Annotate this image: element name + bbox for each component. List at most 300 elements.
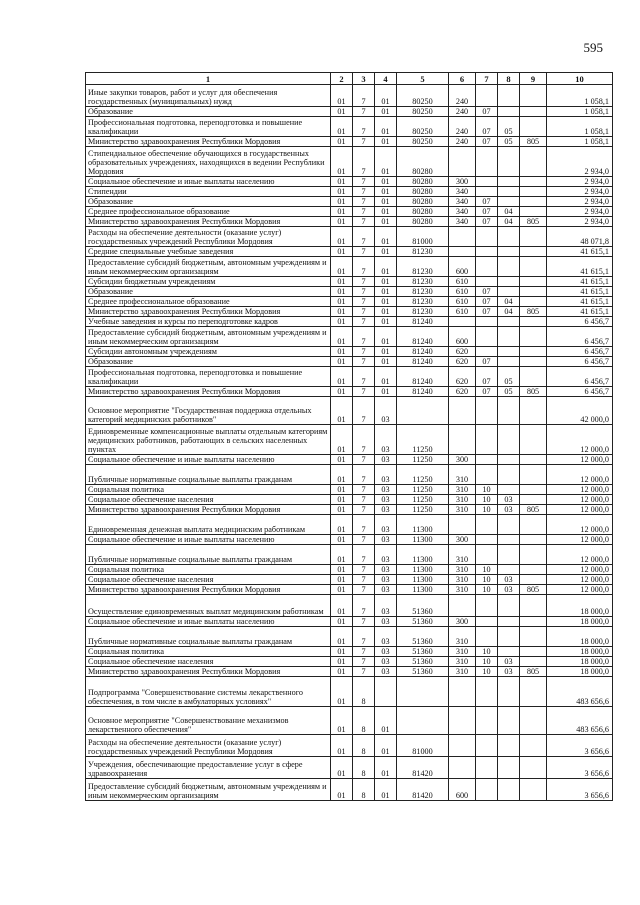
row-name-cell: Министерство здравоохранения Республики Мордовия	[86, 307, 331, 317]
table-row	[86, 227, 613, 247]
amount-cell: 2 934,0	[547, 207, 613, 217]
header-cell: 8	[498, 73, 520, 85]
code-cell: 03	[375, 585, 397, 595]
table-header-row	[86, 73, 613, 85]
code-cell: 03	[375, 595, 397, 617]
code-cell	[375, 677, 397, 707]
code-cell	[520, 207, 547, 217]
code-cell	[498, 757, 520, 779]
row-name-cell: Средние специальные учебные заведения	[86, 247, 331, 257]
code-cell: 340	[449, 187, 476, 197]
amount-cell: 18 000,0	[547, 617, 613, 627]
row-name-cell: Министерство здравоохранения Республики Мордовия	[86, 505, 331, 515]
code-cell: 03	[375, 535, 397, 545]
code-cell	[520, 357, 547, 367]
code-cell: 01	[331, 455, 353, 465]
code-cell: 07	[476, 387, 498, 397]
code-cell	[498, 347, 520, 357]
table-row	[86, 287, 613, 297]
code-cell: 11300	[397, 575, 449, 585]
code-cell: 7	[353, 207, 375, 217]
code-cell	[449, 677, 476, 707]
row-name-cell: Министерство здравоохранения Республики Мордовия	[86, 667, 331, 677]
amount-cell: 1 058,1	[547, 107, 613, 117]
code-cell	[520, 117, 547, 137]
code-cell: 80280	[397, 177, 449, 187]
code-cell: 01	[331, 197, 353, 207]
code-cell	[520, 327, 547, 347]
row-name-cell: Министерство здравоохранения Республики Мордовия	[86, 217, 331, 227]
code-cell	[520, 147, 547, 177]
amount-cell: 42 000,0	[547, 397, 613, 425]
table-row	[86, 107, 613, 117]
code-cell: 310	[449, 505, 476, 515]
row-name-cell: Стипендии	[86, 187, 331, 197]
code-cell: 01	[331, 425, 353, 455]
code-cell: 01	[331, 397, 353, 425]
code-cell: 01	[331, 595, 353, 617]
code-cell: 7	[353, 505, 375, 515]
code-cell: 300	[449, 535, 476, 545]
code-cell	[449, 147, 476, 177]
code-cell: 620	[449, 387, 476, 397]
code-cell: 8	[353, 707, 375, 735]
row-name-cell: Образование	[86, 197, 331, 207]
code-cell	[476, 317, 498, 327]
table-row	[86, 505, 613, 515]
row-name-cell: Образование	[86, 287, 331, 297]
code-cell: 07	[476, 137, 498, 147]
code-cell: 01	[375, 367, 397, 387]
code-cell: 01	[331, 177, 353, 187]
code-cell	[476, 455, 498, 465]
code-cell: 01	[375, 277, 397, 287]
code-cell	[520, 397, 547, 425]
code-cell: 310	[449, 565, 476, 575]
code-cell: 80280	[397, 187, 449, 197]
code-cell: 610	[449, 287, 476, 297]
code-cell: 01	[331, 465, 353, 485]
code-cell: 805	[520, 585, 547, 595]
code-cell	[520, 197, 547, 207]
table-row	[86, 207, 613, 217]
row-name-cell: Публичные нормативные социальные выплаты гражданам	[86, 545, 331, 565]
code-cell: 07	[476, 357, 498, 367]
code-cell	[520, 455, 547, 465]
code-cell: 03	[375, 485, 397, 495]
code-cell: 07	[476, 287, 498, 297]
code-cell: 310	[449, 657, 476, 667]
code-cell: 01	[331, 277, 353, 287]
code-cell: 03	[375, 495, 397, 505]
code-cell: 11300	[397, 565, 449, 575]
table-row	[86, 257, 613, 277]
amount-cell: 2 934,0	[547, 217, 613, 227]
row-name-cell: Социальное обеспечение населения	[86, 495, 331, 505]
code-cell	[498, 735, 520, 757]
code-cell: 01	[375, 147, 397, 177]
code-cell	[520, 627, 547, 647]
code-cell: 01	[331, 515, 353, 535]
code-cell	[498, 317, 520, 327]
code-cell	[520, 657, 547, 667]
table-row	[86, 85, 613, 107]
code-cell	[498, 85, 520, 107]
code-cell: 240	[449, 107, 476, 117]
code-cell: 03	[375, 515, 397, 535]
code-cell: 80280	[397, 147, 449, 177]
row-name-cell: Министерство здравоохранения Республики Мордовия	[86, 387, 331, 397]
code-cell: 7	[353, 667, 375, 677]
code-cell: 01	[375, 197, 397, 207]
code-cell: 01	[331, 217, 353, 227]
code-cell: 03	[375, 575, 397, 585]
code-cell: 11250	[397, 505, 449, 515]
code-cell: 7	[353, 317, 375, 327]
code-cell: 10	[476, 505, 498, 515]
code-cell	[498, 465, 520, 485]
code-cell: 01	[375, 137, 397, 147]
amount-cell: 12 000,0	[547, 455, 613, 465]
amount-cell: 12 000,0	[547, 465, 613, 485]
row-name-cell: Социальное обеспечение населения	[86, 575, 331, 585]
code-cell: 805	[520, 137, 547, 147]
code-cell	[520, 617, 547, 627]
code-cell	[498, 617, 520, 627]
table-row	[86, 425, 613, 455]
code-cell: 80250	[397, 117, 449, 137]
header-cell: 4	[375, 73, 397, 85]
code-cell	[498, 707, 520, 735]
row-name-cell: Единовременная денежная выплата медицинским работникам	[86, 515, 331, 535]
header-cell: 7	[476, 73, 498, 85]
code-cell: 10	[476, 667, 498, 677]
code-cell: 01	[331, 485, 353, 495]
code-cell	[476, 757, 498, 779]
code-cell	[520, 707, 547, 735]
amount-cell: 12 000,0	[547, 505, 613, 515]
code-cell	[520, 779, 547, 801]
table-row	[86, 247, 613, 257]
code-cell: 01	[331, 297, 353, 307]
code-cell: 7	[353, 425, 375, 455]
code-cell: 01	[331, 307, 353, 317]
code-cell: 07	[476, 307, 498, 317]
code-cell	[449, 595, 476, 617]
code-cell	[520, 227, 547, 247]
row-name-cell: Стипендиальное обеспечение обучающихся в государственных образовательных учреждениях, находящихся в ведении Республики Мордовия	[86, 147, 331, 177]
code-cell	[520, 317, 547, 327]
row-name-cell: Социальная политика	[86, 647, 331, 657]
code-cell	[476, 347, 498, 357]
code-cell	[476, 177, 498, 187]
code-cell: 7	[353, 287, 375, 297]
code-cell: 10	[476, 485, 498, 495]
header-cell: 6	[449, 73, 476, 85]
code-cell: 01	[375, 779, 397, 801]
code-cell	[520, 107, 547, 117]
table-row	[86, 217, 613, 227]
row-name-cell: Осуществление единовременных выплат медицинским работникам	[86, 595, 331, 617]
code-cell: 7	[353, 367, 375, 387]
code-cell: 81240	[397, 317, 449, 327]
row-name-cell: Министерство здравоохранения Республики Мордовия	[86, 137, 331, 147]
code-cell: 01	[375, 297, 397, 307]
code-cell: 81000	[397, 227, 449, 247]
amount-cell: 6 456,7	[547, 367, 613, 387]
code-cell: 51360	[397, 627, 449, 647]
code-cell: 01	[375, 347, 397, 357]
amount-cell: 18 000,0	[547, 627, 613, 647]
code-cell	[520, 367, 547, 387]
code-cell: 7	[353, 485, 375, 495]
code-cell: 8	[353, 757, 375, 779]
code-cell	[520, 257, 547, 277]
code-cell	[498, 247, 520, 257]
table-row	[86, 535, 613, 545]
code-cell	[520, 425, 547, 455]
code-cell	[476, 227, 498, 247]
budget-table	[85, 72, 613, 801]
code-cell: 7	[353, 117, 375, 137]
code-cell: 10	[476, 575, 498, 585]
code-cell: 03	[498, 667, 520, 677]
code-cell: 80250	[397, 137, 449, 147]
code-cell: 81000	[397, 735, 449, 757]
table-row	[86, 657, 613, 667]
code-cell: 7	[353, 327, 375, 347]
code-cell: 01	[331, 707, 353, 735]
table-row	[86, 565, 613, 575]
code-cell: 01	[375, 287, 397, 297]
code-cell: 310	[449, 667, 476, 677]
code-cell	[476, 277, 498, 287]
code-cell: 10	[476, 657, 498, 667]
code-cell: 7	[353, 137, 375, 147]
code-cell	[520, 647, 547, 657]
code-cell: 01	[375, 227, 397, 247]
table-row	[86, 307, 613, 317]
code-cell: 01	[331, 667, 353, 677]
code-cell	[476, 535, 498, 545]
code-cell	[476, 617, 498, 627]
code-cell: 51360	[397, 657, 449, 667]
code-cell: 01	[331, 227, 353, 247]
code-cell: 01	[375, 187, 397, 197]
code-cell: 03	[498, 575, 520, 585]
code-cell: 51360	[397, 617, 449, 627]
code-cell: 05	[498, 117, 520, 137]
code-cell: 310	[449, 495, 476, 505]
amount-cell: 6 456,7	[547, 347, 613, 357]
row-name-cell: Среднее профессиональное образование	[86, 297, 331, 307]
code-cell	[449, 397, 476, 425]
row-name-cell: Иные закупки товаров, работ и услуг для обеспечения государственных (муниципальных) нужд	[86, 85, 331, 107]
code-cell: 7	[353, 297, 375, 307]
code-cell	[449, 317, 476, 327]
table-row	[86, 317, 613, 327]
amount-cell: 18 000,0	[547, 595, 613, 617]
code-cell	[476, 425, 498, 455]
code-cell: 240	[449, 117, 476, 137]
row-name-cell: Образование	[86, 357, 331, 367]
row-name-cell: Министерство здравоохранения Республики Мордовия	[86, 585, 331, 595]
code-cell: 03	[375, 617, 397, 627]
code-cell	[520, 677, 547, 707]
code-cell: 01	[375, 387, 397, 397]
code-cell: 310	[449, 585, 476, 595]
header-cell: 3	[353, 73, 375, 85]
table-row	[86, 147, 613, 177]
code-cell: 01	[375, 117, 397, 137]
code-cell: 7	[353, 247, 375, 257]
code-cell: 81230	[397, 287, 449, 297]
row-name-cell: Учебные заведения и курсы по переподготовке кадров	[86, 317, 331, 327]
code-cell: 07	[476, 107, 498, 117]
code-cell	[498, 277, 520, 287]
code-cell: 7	[353, 107, 375, 117]
code-cell: 07	[476, 297, 498, 307]
code-cell: 8	[353, 779, 375, 801]
row-name-cell: Социальное обеспечение и иные выплаты населению	[86, 535, 331, 545]
code-cell	[520, 187, 547, 197]
amount-cell: 483 656,6	[547, 707, 613, 735]
code-cell	[498, 257, 520, 277]
row-name-cell: Социальное обеспечение населения	[86, 657, 331, 667]
amount-cell: 41 615,1	[547, 297, 613, 307]
code-cell: 7	[353, 585, 375, 595]
code-cell	[520, 297, 547, 307]
row-name-cell: Предоставление субсидий бюджетным, автономным учреждениям и иным некоммерческим организациям	[86, 327, 331, 347]
code-cell: 80280	[397, 207, 449, 217]
code-cell	[520, 595, 547, 617]
amount-cell: 41 615,1	[547, 307, 613, 317]
code-cell: 01	[375, 327, 397, 347]
code-cell: 81240	[397, 367, 449, 387]
code-cell: 310	[449, 545, 476, 565]
row-name-cell: Социальное обеспечение и иные выплаты населению	[86, 617, 331, 627]
code-cell: 01	[331, 565, 353, 575]
code-cell: 01	[375, 207, 397, 217]
code-cell: 04	[498, 307, 520, 317]
table-row	[86, 757, 613, 779]
code-cell: 01	[331, 327, 353, 347]
code-cell: 01	[331, 505, 353, 515]
table-row	[86, 575, 613, 585]
code-cell: 10	[476, 565, 498, 575]
page-number: 595	[583, 40, 603, 55]
header-cell: 2	[331, 73, 353, 85]
code-cell	[498, 357, 520, 367]
amount-cell: 6 456,7	[547, 317, 613, 327]
code-cell: 51360	[397, 595, 449, 617]
row-name-cell: Профессиональная подготовка, переподготовка и повышение квалификации	[86, 117, 331, 137]
code-cell: 01	[375, 257, 397, 277]
code-cell	[520, 495, 547, 505]
code-cell: 01	[331, 779, 353, 801]
code-cell: 7	[353, 277, 375, 287]
code-cell: 01	[331, 137, 353, 147]
code-cell: 310	[449, 575, 476, 585]
code-cell	[476, 247, 498, 257]
code-cell: 01	[331, 347, 353, 357]
code-cell: 7	[353, 217, 375, 227]
code-cell: 600	[449, 257, 476, 277]
code-cell: 01	[375, 177, 397, 187]
code-cell: 7	[353, 357, 375, 367]
amount-cell: 18 000,0	[547, 667, 613, 677]
code-cell: 310	[449, 627, 476, 647]
code-cell: 51360	[397, 667, 449, 677]
code-cell: 01	[331, 657, 353, 667]
code-cell: 7	[353, 257, 375, 277]
code-cell: 01	[331, 617, 353, 627]
amount-cell: 6 456,7	[547, 387, 613, 397]
amount-cell: 6 456,7	[547, 357, 613, 367]
code-cell: 03	[375, 647, 397, 657]
code-cell: 07	[476, 197, 498, 207]
table-row	[86, 667, 613, 677]
code-cell: 11300	[397, 535, 449, 545]
code-cell: 7	[353, 595, 375, 617]
table-row	[86, 495, 613, 505]
amount-cell: 12 000,0	[547, 575, 613, 585]
code-cell: 7	[353, 387, 375, 397]
code-cell: 81240	[397, 357, 449, 367]
amount-cell: 12 000,0	[547, 515, 613, 535]
code-cell	[498, 595, 520, 617]
amount-cell: 12 000,0	[547, 565, 613, 575]
code-cell	[498, 647, 520, 657]
table-row	[86, 197, 613, 207]
table-row	[86, 627, 613, 647]
table-row	[86, 707, 613, 735]
code-cell: 81240	[397, 387, 449, 397]
code-cell: 11250	[397, 485, 449, 495]
code-cell: 7	[353, 565, 375, 575]
table-row	[86, 617, 613, 627]
row-name-cell: Предоставление субсидий бюджетным, автономным учреждениям и иным некоммерческим организациям	[86, 257, 331, 277]
code-cell	[476, 85, 498, 107]
code-cell: 7	[353, 147, 375, 177]
row-name-cell: Публичные нормативные социальные выплаты гражданам	[86, 465, 331, 485]
code-cell: 7	[353, 347, 375, 357]
code-cell	[498, 627, 520, 647]
code-cell: 11250	[397, 495, 449, 505]
row-name-cell: Социальная политика	[86, 565, 331, 575]
amount-cell: 12 000,0	[547, 585, 613, 595]
code-cell: 01	[331, 677, 353, 707]
table-row	[86, 177, 613, 187]
code-cell: 03	[375, 565, 397, 575]
code-cell	[449, 757, 476, 779]
code-cell	[498, 327, 520, 347]
code-cell	[476, 397, 498, 425]
code-cell: 805	[520, 307, 547, 317]
table-row	[86, 779, 613, 801]
code-cell	[449, 735, 476, 757]
code-cell: 03	[375, 545, 397, 565]
code-cell: 01	[331, 545, 353, 565]
code-cell: 81230	[397, 257, 449, 277]
amount-cell: 2 934,0	[547, 197, 613, 207]
code-cell: 600	[449, 327, 476, 347]
code-cell: 01	[331, 85, 353, 107]
code-cell: 03	[498, 585, 520, 595]
amount-cell: 12 000,0	[547, 485, 613, 495]
code-cell	[498, 227, 520, 247]
code-cell: 81230	[397, 277, 449, 287]
